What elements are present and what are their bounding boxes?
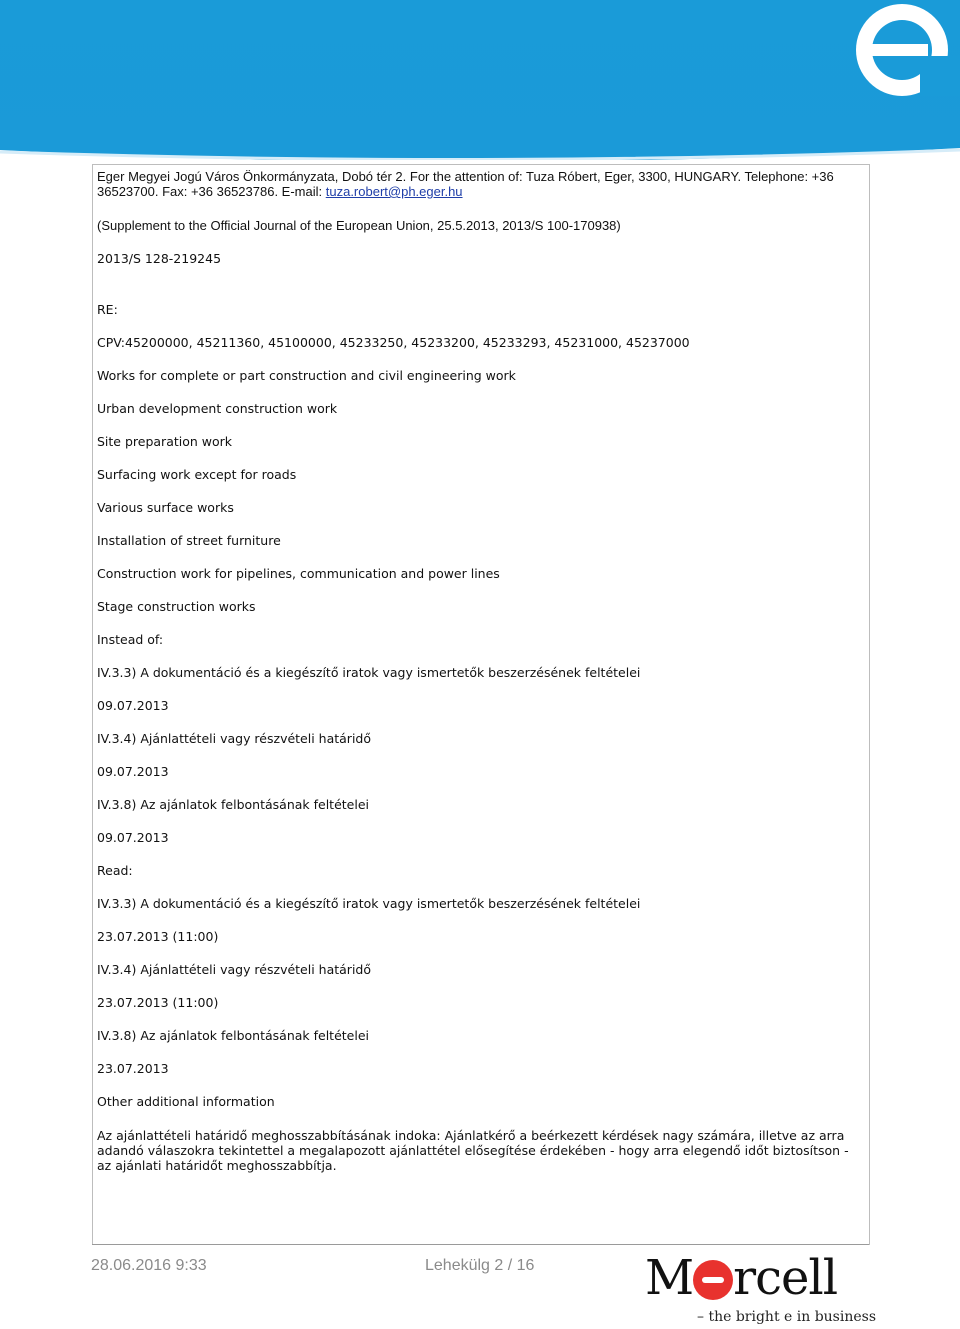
top-banner xyxy=(0,0,960,160)
text-line: Works for complete or part construction and civil engineering work xyxy=(97,368,516,383)
text-line: IV.3.4) Ajánlattételi vagy részvételi határidő xyxy=(97,731,371,746)
text-line: Site preparation work xyxy=(97,434,233,449)
date-value: 09.07.2013 xyxy=(97,830,169,845)
text-line: Installation of street furniture xyxy=(97,533,281,548)
contact-paragraph xyxy=(97,169,859,199)
logo-letters: rcell xyxy=(733,1250,838,1306)
footer-page-number: Lehekülg 2 / 16 xyxy=(425,1257,535,1274)
marcell-logo xyxy=(645,1252,837,1304)
text-line: RE: xyxy=(97,302,118,317)
text-line: Construction work for pipelines, communication and power lines xyxy=(97,566,500,581)
date-value: 23.07.2013 xyxy=(97,1061,169,1076)
date-value: 23.07.2013 (11:00) xyxy=(97,929,219,944)
other-info-heading: Other additional information xyxy=(97,1094,275,1109)
date-value: 09.07.2013 xyxy=(97,764,169,779)
text-line: IV.3.3) A dokumentáció és a kiegészítő iratok vagy ismertetők beszerzésének feltételei xyxy=(97,896,641,911)
text-line: Various surface works xyxy=(97,500,234,515)
banner-swoosh-icon xyxy=(0,0,960,160)
text-line: IV.3.8) Az ajánlatok felbontásának feltételei xyxy=(97,1028,370,1043)
text-line: IV.3.3) A dokumentáció és a kiegészítő iratok vagy ismertetők beszerzésének feltételei xyxy=(97,665,641,680)
date-value: 09.07.2013 xyxy=(97,698,169,713)
email-link[interactable]: tuza.robert@ph.eger.hu xyxy=(325,184,463,199)
logo-tagline: – the bright e in business xyxy=(697,1309,877,1325)
logo-letter-m: M xyxy=(645,1250,694,1306)
contact-text: Eger Megyei Jogú Város Önkormányzata, Dobó tér 2. For the attention of: Tuza Róbert, Eger, 3300, HUNGARY. Telephone: +36 36523700. Fax: +36 36523786. E-mail: xyxy=(97,169,834,199)
document-frame xyxy=(92,164,870,1245)
footer-timestamp: 28.06.2016 9:33 xyxy=(91,1257,207,1274)
text-line: IV.3.8) Az ajánlatok felbontásának feltételei xyxy=(97,797,370,812)
text-line: IV.3.4) Ajánlattételi vagy részvételi határidő xyxy=(97,962,371,977)
text-line: Stage construction works xyxy=(97,599,256,614)
text-line: Urban development construction work xyxy=(97,401,338,416)
date-value: 23.07.2013 (11:00) xyxy=(97,995,219,1010)
logo-e-icon xyxy=(693,1260,733,1300)
supplement-reference: (Supplement to the Official Journal of the European Union, 25.5.2013, 2013/S 100-170938) xyxy=(97,218,621,233)
instead-of-heading: Instead of: xyxy=(97,632,164,647)
text-line: Surfacing work except for roads xyxy=(97,467,297,482)
closing-paragraph: Az ajánlattételi határidő meghosszabbításának indoka: Ajánlatkérő a beérkezett kérdések nagy számára, illetve az arra adandó válaszokra tekintettel a megalapozott ajánlattétel elősegítése érdekében - hogy arra elegendő időt biztosítson - az ajánlati határidőt meghosszabbítja. xyxy=(97,1128,849,1173)
notice-reference: 2013/S 128-219245 xyxy=(97,251,222,266)
read-heading: Read: xyxy=(97,863,133,878)
cpv-codes: CPV:45200000, 45211360, 45100000, 45233250, 45233200, 45233293, 45231000, 45237000 xyxy=(97,335,690,350)
